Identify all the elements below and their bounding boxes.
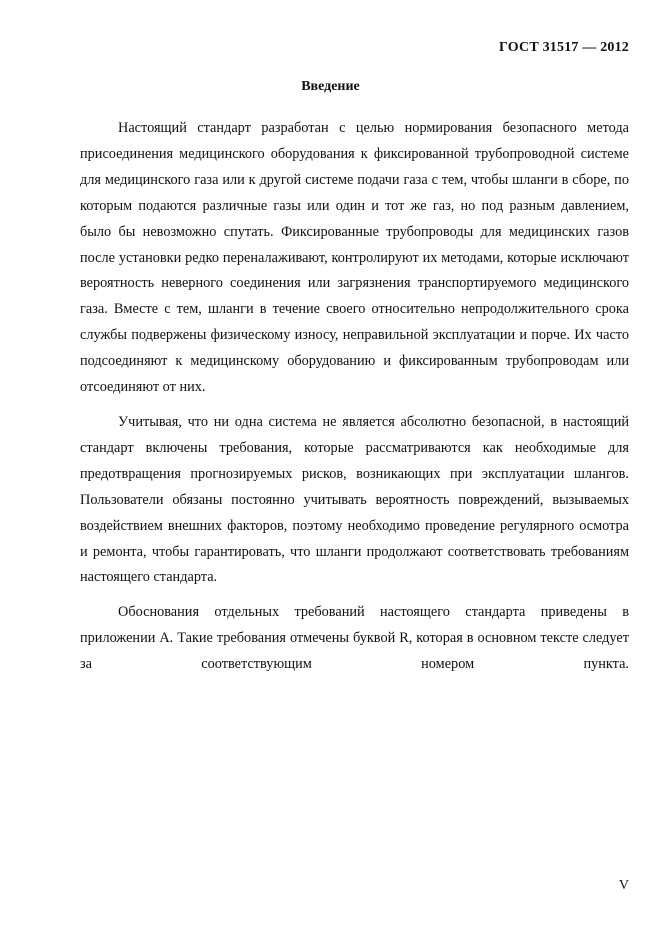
paragraph-2: Учитывая, что ни одна система не является абсолютно безопасной, в настоящий стандарт включены требования, которые рассматриваются как необходимые для предотвращения прогнозируемых рисков, возникающих при эксплуатации шлангов. Пользователи обязаны постоянно учитывать вероятность повреждений, вызываемых воздействием внешних факторов, поэтому необходимо проведение регулярного осмотра и ремонта, чтобы гарантировать, что шланги продолжают соответствовать требованиям настоящего стандарта. <box>80 413 629 586</box>
section-title: Введение <box>301 79 360 94</box>
document-header: ГОСТ 31517 — 2012 <box>499 40 629 55</box>
paragraph-1: Настоящий стандарт разработан с целью нормирования безопасного метода присоединения медицинского оборудования к фиксированной трубопроводной системе для медицинского газа или к другой системе подачи газа с тем, чтобы шланги в сборе, по которым подаются различные газы или один и тот же газ, но под разным давлением, было бы невозможно спутать. Фиксированные трубопроводы для медицинских газов после установки редко переналаживают, контролируют их методами, которые исключают вероятность неверного соединения или загрязнения транспортируемого медицинского газа. Вместе с тем, шланги в течение своего относительно непродолжительного срока службы подвержены физическому износу, неправильной эксплуатации и порче. Их часто подсоединяют к медицинскому оборудованию и фиксированным трубопроводам или отсоединяют от них. <box>80 120 629 396</box>
body-text <box>80 116 629 678</box>
page-number: V <box>618 878 629 893</box>
paragraph-3: Обоснования отдельных требований настоящего стандарта приведены в приложении А. Такие требования отмечены буквой R, которая в основном тексте следует за соответствующим номером пункта. <box>80 604 629 673</box>
